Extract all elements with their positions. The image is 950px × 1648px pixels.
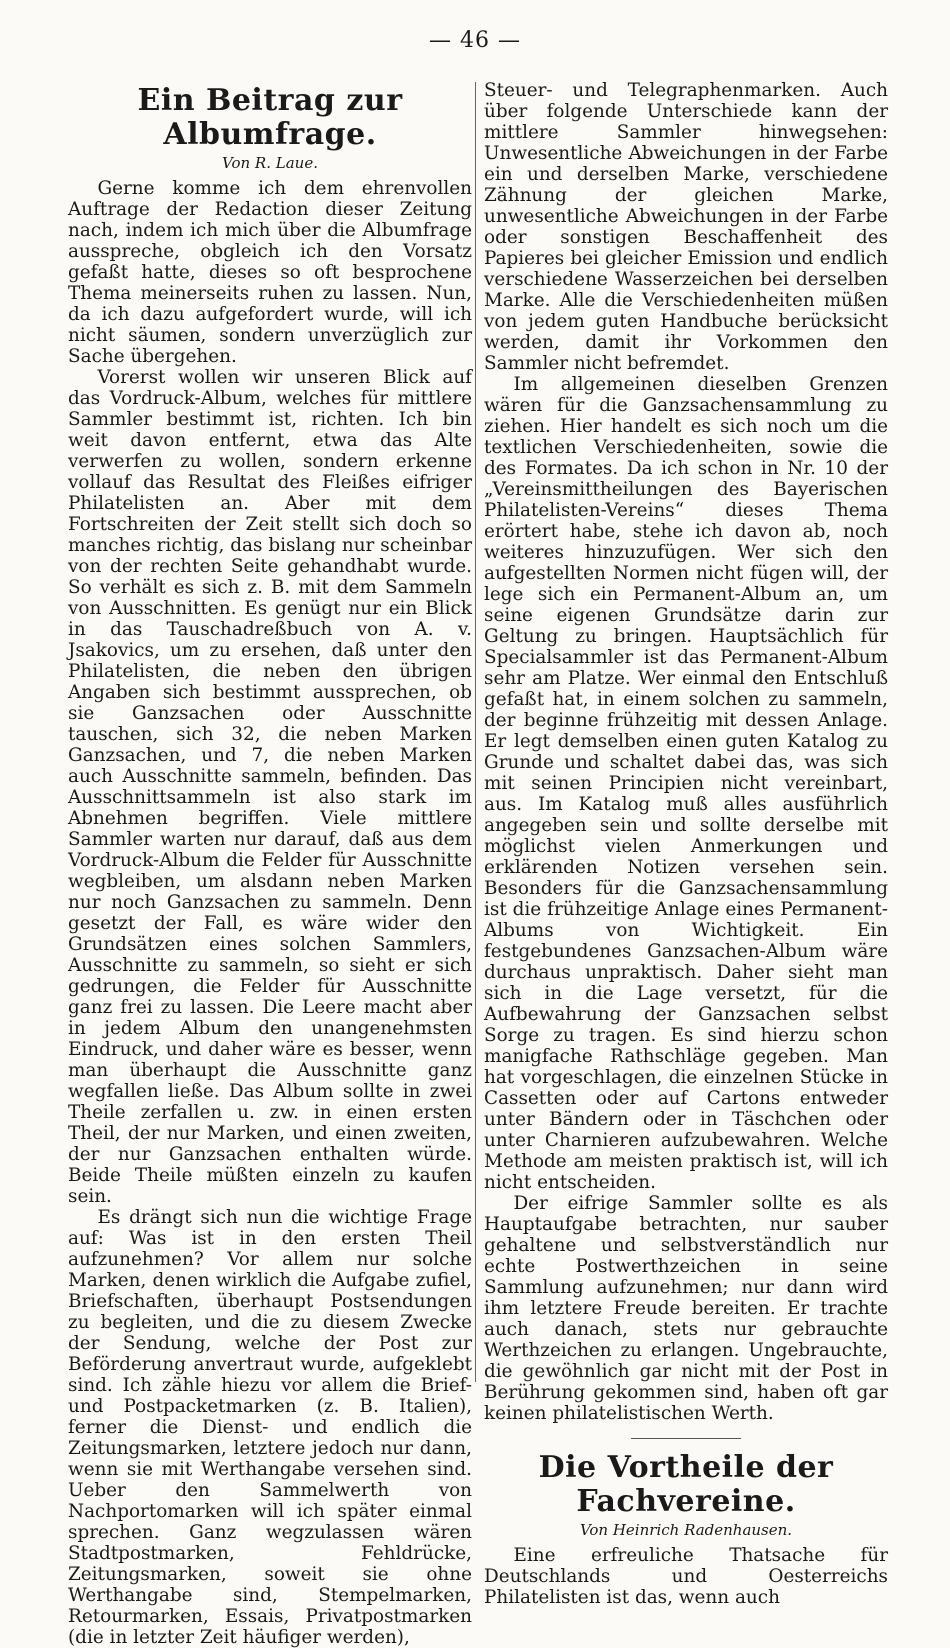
paragraph: Eine erfreuliche Thatsache für Deutschlands und Oesterreichs Philatelisten ist das, wenn auch bbox=[484, 1545, 888, 1608]
paragraph: Gerne komme ich dem ehrenvollen Auftrage der Redaction dieser Zeitung nach, indem ich mich über die Albumfrage ausspreche, obgleich ich den Vorsatz gefaßt hatte, dieses so oft besprochene Thema meinerseits ruhen zu lassen. Nun, da ich dazu aufgefordert wurde, will ich nicht säumen, sondern unverzüglich zur Sache übergehen. bbox=[68, 178, 472, 367]
paragraph: Der eifrige Sammler sollte es als Hauptaufgabe betrachten, nur sauber gehaltene und selbstverständlich nur echte Postwerthzeichen in seine Sammlung aufzunehmen; nur dann wird ihm letztere Freude bereiten. Er trachte auch danach, stets nur gebrauchte Werthzeichen zu erlangen. Ungebrauchte, die gewöhnlich gar nicht mit der Post in Berührung gekommen sind, haben oft gar keinen philatelistischen Werth. bbox=[484, 1193, 888, 1424]
right-column bbox=[484, 80, 888, 1608]
article-author: Von R. Laue. bbox=[222, 154, 318, 172]
paragraph: Im allgemeinen dieselben Grenzen wären für die Ganzsachensammlung zu ziehen. Hier handelt es sich noch um die textlichen Verschiedenheiten, sowie die des Formates. Da ich schon in Nr. 10 der „Vereinsmittheilungen des Bayerischen Philatelisten-Vereins“ dieses Thema erörtert habe, stehe ich davon ab, noch weiteres hinzuzufügen. Wer sich den aufgestellten Normen nicht fügen will, der lege sich ein Permanent-Album an, um seine eigenen Grundsätze darin zur Geltung zu bringen. Hauptsächlich für Specialsammler ist das Permanent-Album sehr am Platze. Wer einmal den Entschluß gefaßt hat, in einem solchen zu sammeln, der beginne frühzeitig mit dessen Anlage. Er legt demselben einen guten Katalog zu Grunde und schaltet dabei das, was sich mit seinen Principien nicht vereinbart, aus. Im Katalog muß alles ausführlich angegeben sein und sollte derselbe mit möglichst vielen Anmerkungen und erklärenden Notizen versehen sein. Besonders für die Ganzsachensammlung ist die frühzeitige Anlage eines Permanent-Albums von Wichtigkeit. Ein festgebundenes Ganzsachen-Album wäre durchaus unpraktisch. Daher sieht man sich in die Lage versetzt, für die Aufbewahrung der Ganzsachen selbst Sorge zu tragen. Es sind hierzu schon manigfache Rathschläge gegeben. Man hat vorgeschlagen, die einzelnen Stücke in Cassetten oder auf Cartons entweder unter Bändern oder in Täschchen oder unter Charnieren aufzubewahren. Welche Methode am meisten praktisch ist, will ich nicht entscheiden. bbox=[484, 374, 888, 1193]
paragraph: Vorerst wollen wir unseren Blick auf das Vordruck-Album, welches für mittlere Sammler bestimmt ist, richten. Ich bin weit davon entfernt, etwa das Alte verwerfen zu wollen, sondern erkenne vollauf das Resultat des Fleißes eifriger Philatelisten an. Aber mit dem Fortschreiten der Zeit stellt sich doch so manches richtig, das bislang nur scheinbar von der rechten Seite gehandhabt wurde. So verhält es sich z. B. mit dem Sammeln von Ausschnitten. Es genügt nur ein Blick in das Tauschadreßbuch von A. v. Jsakovics, um zu ersehen, daß unter den Philatelisten, die neben den übrigen Angaben sich bestimmt aussprechen, ob sie Ganzsachen oder Ausschnitte tauschen, sich 32, die neben Marken Ganzsachen, und 7, die neben Marken auch Ausschnitte sammeln, befinden. Das Ausschnittsammeln ist also stark im Abnehmen begriffen. Viele mittlere Sammler warten nur darauf, daß aus dem Vordruck-Album die Felder für Ausschnitte wegbleiben, um alsdann neben Marken nur noch Ganzsachen zu sammeln. Denn gesetzt der Fall, es wäre wider den Grundsätzen eines solchen Sammlers, Ausschnitte zu sammeln, so sieht er sich gedrungen, die Felder für Ausschnitte ganz frei zu lassen. Die Leere macht aber in jedem Album den unangenehmsten Eindruck, und daher wäre es besser, wenn man überhaupt die Ausschnitte ganz wegfallen ließe. Das Album sollte in zwei Theile zerfallen u. zw. in einen ersten Theil, der nur Marken, und einen zweiten, der nur Ganzsachen enthalten würde. Beide Theile müßten einzeln zu kaufen sein. bbox=[68, 367, 472, 1207]
left-column bbox=[68, 80, 472, 1648]
article-author: Von Heinrich Radenhausen. bbox=[579, 1521, 793, 1539]
paragraph: Steuer- und Telegraphenmarken. Auch über folgende Unterschiede kann der mittlere Sammler hinwegsehen: Unwesentliche Abweichungen in der Farbe ein und derselben Marke, verschiedene Zähnung der gleichen Marke, unwesentliche Abweichungen in der Farbe oder sonstigen Beschaffenheit des Papieres bei gleicher Emission und endlich verschiedene Wasserzeichen bei derselben Marke. Alle die Verschiedenheiten müßen von jedem guten Handbuche berücksicht werden, damit ihr Vorkommen den Sammler nicht befremdet. bbox=[484, 80, 888, 374]
paragraph: Es drängt sich nun die wichtige Frage auf: Was ist in den ersten Theil aufzunehmen? Vor allem nur solche Marken, denen wirklich die Aufgabe zufiel, Briefschaften, überhaupt Postsendungen zu begleiten, und die zu diesem Zwecke der Sendung, welche der Post zur Beförderung anvertraut wurde, aufgeklebt sind. Ich zähle hiezu vor allem die Brief- und Postpacketmarken (z. B. Italien), ferner die Dienst- und endlich die Zeitungsmarken, letztere jedoch nur dann, wenn sie mit Werthangabe versehen sind. Ueber den Sammelwerth von Nachportomarken will ich später einmal sprechen. Ganz wegzulassen wären Stadtpostmarken, Fehldrücke, Zeitungsmarken, soweit sie ohne Werthangabe sind, Stempelmarken, Retourmarken, Essais, Privatpostmarken (die in letzter Zeit häufiger werden), bbox=[68, 1207, 472, 1648]
article-title: Die Vortheile der Fachvereine. bbox=[538, 1450, 834, 1519]
column-divider bbox=[475, 82, 476, 1382]
section-divider bbox=[631, 1438, 741, 1439]
page-number: — 46 — bbox=[429, 28, 521, 53]
article-title: Ein Beitrag zur Albumfrage. bbox=[137, 83, 403, 152]
